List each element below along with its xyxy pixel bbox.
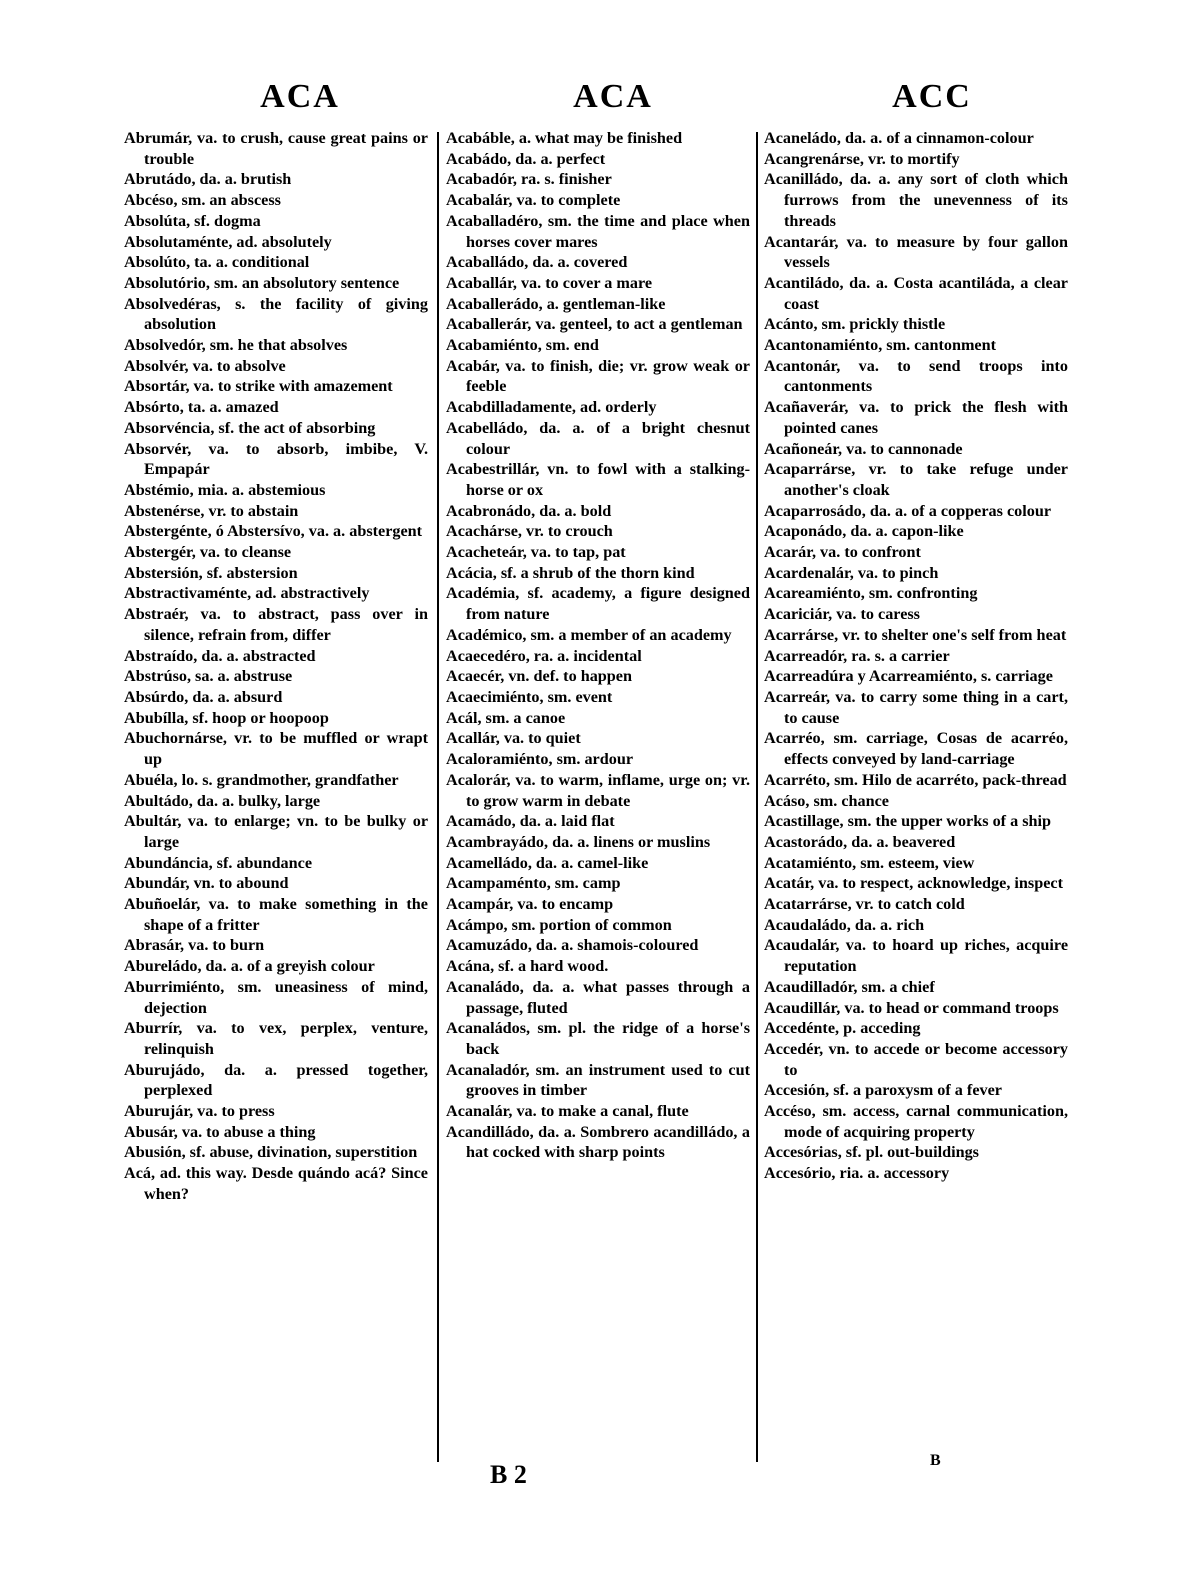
dictionary-entry: Abubílla, sf. hoop or hoopoop bbox=[124, 708, 329, 727]
dictionary-entry: Acandilládo, da. a. Sombrero acandilládo, a hat cocked with sharp points bbox=[446, 1122, 750, 1162]
dictionary-entry: Abusión, sf. abuse, divination, superstition bbox=[124, 1143, 418, 1162]
dictionary-entry: Acabamiénto, sm. end bbox=[446, 336, 599, 355]
dictionary-entry: Acampaménto, sm. camp bbox=[446, 874, 621, 893]
dictionary-entry: Acantarár, va. to measure by four gallon vessels bbox=[764, 232, 1068, 272]
dictionary-entry: Acantonár, va. to send troops into cantonments bbox=[764, 356, 1068, 396]
dictionary-entry: Acaecér, vn. def. to happen bbox=[446, 667, 632, 686]
dictionary-entry: Acácia, sf. a shrub of the thorn kind bbox=[446, 563, 695, 582]
dictionary-entry: Acáso, sm. chance bbox=[764, 791, 889, 810]
dictionary-entry: Abuéla, lo. s. grandmother, grandfather bbox=[124, 770, 399, 789]
dictionary-entry: Acanilládo, da. a. any sort of cloth which furrows from the unevenness of its threads bbox=[764, 170, 1068, 230]
dictionary-entry: Acabádo, da. a. perfect bbox=[446, 149, 606, 168]
dictionary-entry: Absórto, ta. a. amazed bbox=[124, 398, 279, 417]
dictionary-entry: Acabdilladamente, ad. orderly bbox=[446, 398, 657, 417]
dictionary-entry: Abultár, va. to enlarge; vn. to be bulky or large bbox=[124, 812, 428, 851]
dictionary-entry: Abrumár, va. to crush, cause great pains or trouble bbox=[124, 129, 428, 168]
column-middle bbox=[446, 128, 750, 1468]
dictionary-entry: Acañaverár, va. to prick the flesh with pointed canes bbox=[764, 398, 1068, 437]
header-right: ACC bbox=[892, 78, 972, 115]
dictionary-entry: Acabár, va. to finish, die; vr. grow weak or feeble bbox=[446, 356, 750, 396]
dictionary-entry: Acaecedéro, ra. a. incidental bbox=[446, 646, 642, 665]
dictionary-entry: Acariciár, va. to caress bbox=[764, 605, 920, 624]
dictionary-entry: Acána, sf. a hard wood. bbox=[446, 957, 609, 976]
dictionary-entry: Acabadór, ra. s. finisher bbox=[446, 170, 612, 189]
dictionary-entry: Acánto, sm. prickly thistle bbox=[764, 315, 946, 334]
dictionary-entry: Aburrír, va. to vex, perplex, venture, relinquish bbox=[124, 1019, 428, 1058]
page-mark: B bbox=[930, 1452, 941, 1469]
dictionary-entry: Absolvedór, sm. he that absolves bbox=[124, 336, 348, 355]
header-middle: ACA bbox=[573, 78, 653, 115]
dictionary-entry: Acastillage, sm. the upper works of a ship bbox=[764, 812, 1052, 831]
dictionary-entry: Abstémio, mia. a. abstemious bbox=[124, 480, 326, 499]
dictionary-entry: Abstrúso, sa. a. abstruse bbox=[124, 667, 293, 686]
dictionary-entry: Aburujádo, da. a. pressed together, perplexed bbox=[124, 1060, 428, 1100]
dictionary-entry: Absolúto, ta. a. conditional bbox=[124, 253, 310, 272]
dictionary-entry: Acanaladór, sm. an instrument used to cut grooves in timber bbox=[446, 1060, 750, 1100]
dictionary-entry: Acardenalár, va. to pinch bbox=[764, 563, 939, 582]
dictionary-entry: Abundár, vn. to abound bbox=[124, 874, 289, 893]
dictionary-entry: Abundáncia, sf. abundance bbox=[124, 853, 313, 872]
dictionary-entry: Abusár, va. to abuse a thing bbox=[124, 1122, 316, 1141]
header-left: ACA bbox=[260, 78, 340, 115]
dictionary-entry: Acampár, va. to encamp bbox=[446, 895, 614, 914]
dictionary-entry: Acaparrárse, vr. to take refuge under another's cloak bbox=[764, 460, 1068, 499]
dictionary-entry: Acaballerár, va. genteel, to act a gentleman bbox=[446, 315, 743, 334]
dictionary-entry: Abuchornárse, vr. to be muffled or wrapt up bbox=[124, 729, 428, 769]
dictionary-entry: Acachárse, vr. to crouch bbox=[446, 522, 613, 541]
dictionary-entry: Abstenérse, vr. to abstain bbox=[124, 501, 299, 520]
dictionary-entry: Acacheteár, va. to tap, pat bbox=[446, 543, 626, 562]
dictionary-entry: Abureládo, da. a. of a greyish colour bbox=[124, 957, 375, 976]
dictionary-entry: Abstersión, sf. abstersion bbox=[124, 563, 298, 582]
dictionary-entry: Abuñoelár, va. to make something in the shape of a fritter bbox=[124, 895, 428, 934]
dictionary-entry: Acarrárse, vr. to shelter one's self from heat bbox=[764, 625, 1067, 644]
column-divider bbox=[756, 132, 758, 1462]
dictionary-entry: Acaudalár, va. to hoard up riches, acquire reputation bbox=[764, 936, 1068, 976]
dictionary-entry: Absolvér, va. to absolve bbox=[124, 356, 286, 375]
dictionary-entry: Acarár, va. to confront bbox=[764, 543, 921, 562]
dictionary-entry: Acá, ad. this way. Desde quándo acá? Since when? bbox=[124, 1164, 428, 1203]
dictionary-entry: Absolutório, sm. an absolutory sentence bbox=[124, 273, 400, 292]
dictionary-entry: Acarreadúra y Acarreamiénto, s. carriage bbox=[764, 667, 1053, 686]
dictionary-entry: Acaudilladór, sm. a chief bbox=[764, 977, 935, 996]
dictionary-entry: Acaballerádo, a. gentleman-like bbox=[446, 294, 666, 313]
dictionary-entry: Acaloramiénto, sm. ardour bbox=[446, 750, 634, 769]
dictionary-entry: Abstraér, va. to abstract, pass over in silence, refrain from, differ bbox=[124, 605, 428, 644]
signature-mark: B 2 bbox=[490, 1460, 527, 1489]
dictionary-entry: Acaballadéro, sm. the time and place when horses cover mares bbox=[446, 211, 750, 251]
dictionary-entry: Accéso, sm. access, carnal communication, mode of acquiring property bbox=[764, 1102, 1068, 1141]
dictionary-entry: Acarréto, sm. Hilo de acarréto, pack-thread bbox=[764, 770, 1067, 789]
dictionary-entry: Acarréo, sm. carriage, Cosas de acarréo, effects conveyed by land-carriage bbox=[764, 729, 1068, 769]
dictionary-entry: Acatamiénto, sm. esteem, view bbox=[764, 853, 975, 872]
dictionary-entry: Accedénte, p. acceding bbox=[764, 1019, 921, 1038]
dictionary-entry: Acantonamiénto, sm. cantonment bbox=[764, 336, 997, 355]
dictionary-entry: Acarreadór, ra. s. a carrier bbox=[764, 646, 950, 665]
column-left bbox=[124, 128, 428, 1468]
dictionary-entry: Acatarrárse, vr. to catch cold bbox=[764, 895, 965, 914]
dictionary-entry: Acaudaládo, da. a. rich bbox=[764, 915, 925, 934]
dictionary-entry: Abstractivaménte, ad. abstractively bbox=[124, 584, 370, 603]
dictionary-entry: Acabáble, a. what may be finished bbox=[446, 129, 683, 147]
dictionary-entry: Acabronádo, da. a. bold bbox=[446, 501, 612, 520]
dictionary-entry: Acabestrillár, vn. to fowl with a stalking-horse or ox bbox=[446, 460, 750, 499]
dictionary-entry: Acantiládo, da. a. Costa acantiláda, a clear coast bbox=[764, 273, 1068, 313]
dictionary-entry: Acaudillár, va. to head or command troops bbox=[764, 998, 1059, 1017]
dictionary-entry: Acamuzádo, da. a. shamois-coloured bbox=[446, 936, 699, 955]
dictionary-entry: Accesório, ria. a. accessory bbox=[764, 1164, 950, 1183]
dictionary-entry: Acaponádo, da. a. capon-like bbox=[764, 522, 964, 541]
dictionary-entry: Abrutádo, da. a. brutish bbox=[124, 170, 292, 189]
dictionary-entry: Accesórias, sf. pl. out-buildings bbox=[764, 1143, 979, 1162]
dictionary-entry: Abstergér, va. to cleanse bbox=[124, 543, 292, 562]
column-right bbox=[764, 128, 1068, 1468]
dictionary-entry: Abstraído, da. a. abstracted bbox=[124, 646, 316, 665]
dictionary-entry: Acaecimiénto, sm. event bbox=[446, 687, 613, 706]
dictionary-entry: Acabelládo, da. a. of a bright chesnut colour bbox=[446, 418, 750, 458]
dictionary-entry: Accesión, sf. a paroxysm of a fever bbox=[764, 1081, 1002, 1100]
dictionary-entry: Acastorádo, da. a. beavered bbox=[764, 832, 956, 851]
dictionary-entry: Acámpo, sm. portion of common bbox=[446, 915, 672, 934]
dictionary-entry: Acangrenárse, vr. to mortify bbox=[764, 149, 960, 168]
dictionary-entry: Acarreár, va. to carry some thing in a cart, to cause bbox=[764, 687, 1068, 727]
dictionary-entry: Absolvedéras, s. the facility of giving absolution bbox=[124, 294, 428, 334]
dictionary-entry: Acallár, va. to quiet bbox=[446, 729, 581, 748]
dictionary-entry: Absolúta, sf. dogma bbox=[124, 211, 261, 230]
dictionary-entry: Absorvéncia, sf. the act of absorbing bbox=[124, 418, 376, 437]
dictionary-entry: Aburrimiénto, sm. uneasiness of mind, dejection bbox=[124, 977, 428, 1017]
dictionary-entry: Acamelládo, da. a. camel-like bbox=[446, 853, 649, 872]
dictionary-entry: Absorvér, va. to absorb, imbibe, V. Empapár bbox=[124, 439, 428, 479]
dictionary-entry: Acaballár, va. to cover a mare bbox=[446, 273, 653, 292]
dictionary-entry: Aburujár, va. to press bbox=[124, 1102, 275, 1121]
dictionary-entry: Acaparrosádo, da. a. of a copperas colour bbox=[764, 501, 1052, 520]
dictionary-entry: Abultádo, da. a. bulky, large bbox=[124, 791, 321, 810]
dictionary-entry: Académico, sm. a member of an academy bbox=[446, 625, 732, 644]
dictionary-entry: Acanaládo, da. a. what passes through a passage, fluted bbox=[446, 977, 750, 1017]
dictionary-entry: Absúrdo, da. a. absurd bbox=[124, 687, 283, 706]
dictionary-entry: Acaballádo, da. a. covered bbox=[446, 253, 628, 272]
dictionary-entry: Abrasár, va. to burn bbox=[124, 936, 265, 955]
dictionary-entry: Acanaládos, sm. pl. the ridge of a horse's back bbox=[446, 1019, 750, 1058]
dictionary-entry: Acañoneár, va. to cannonade bbox=[764, 439, 963, 458]
dictionary-entry: Accedér, vn. to accede or become accessory to bbox=[764, 1039, 1068, 1079]
dictionary-entry: Absortár, va. to strike with amazement bbox=[124, 377, 393, 396]
dictionary-entry: Acamádo, da. a. laid flat bbox=[446, 812, 615, 831]
dictionary-entry: Acanalár, va. to make a canal, flute bbox=[446, 1102, 689, 1121]
dictionary-entry: Acál, sm. a canoe bbox=[446, 708, 566, 727]
dictionary-entry: Acareamiénto, sm. confronting bbox=[764, 584, 978, 603]
column-divider bbox=[437, 132, 439, 1462]
dictionary-entry: Acalorár, va. to warm, inflame, urge on; vr. to grow warm in debate bbox=[446, 770, 750, 810]
dictionary-entry: Acabalár, va. to complete bbox=[446, 191, 621, 210]
dictionary-entry: Acambrayádo, da. a. linens or muslins bbox=[446, 832, 711, 851]
dictionary-entry: Acaneládo, da. a. of a cinnamon-colour bbox=[764, 129, 1034, 147]
dictionary-entry: Abcéso, sm. an abscess bbox=[124, 191, 281, 210]
dictionary-entry: Académia, sf. academy, a figure designed from nature bbox=[446, 584, 750, 624]
dictionary-entry: Abstergénte, ó Abstersívo, va. a. abstergent bbox=[124, 522, 423, 541]
dictionary-entry: Absolutaménte, ad. absolutely bbox=[124, 232, 332, 251]
dictionary-entry: Acatár, va. to respect, acknowledge, inspect bbox=[764, 874, 1063, 893]
